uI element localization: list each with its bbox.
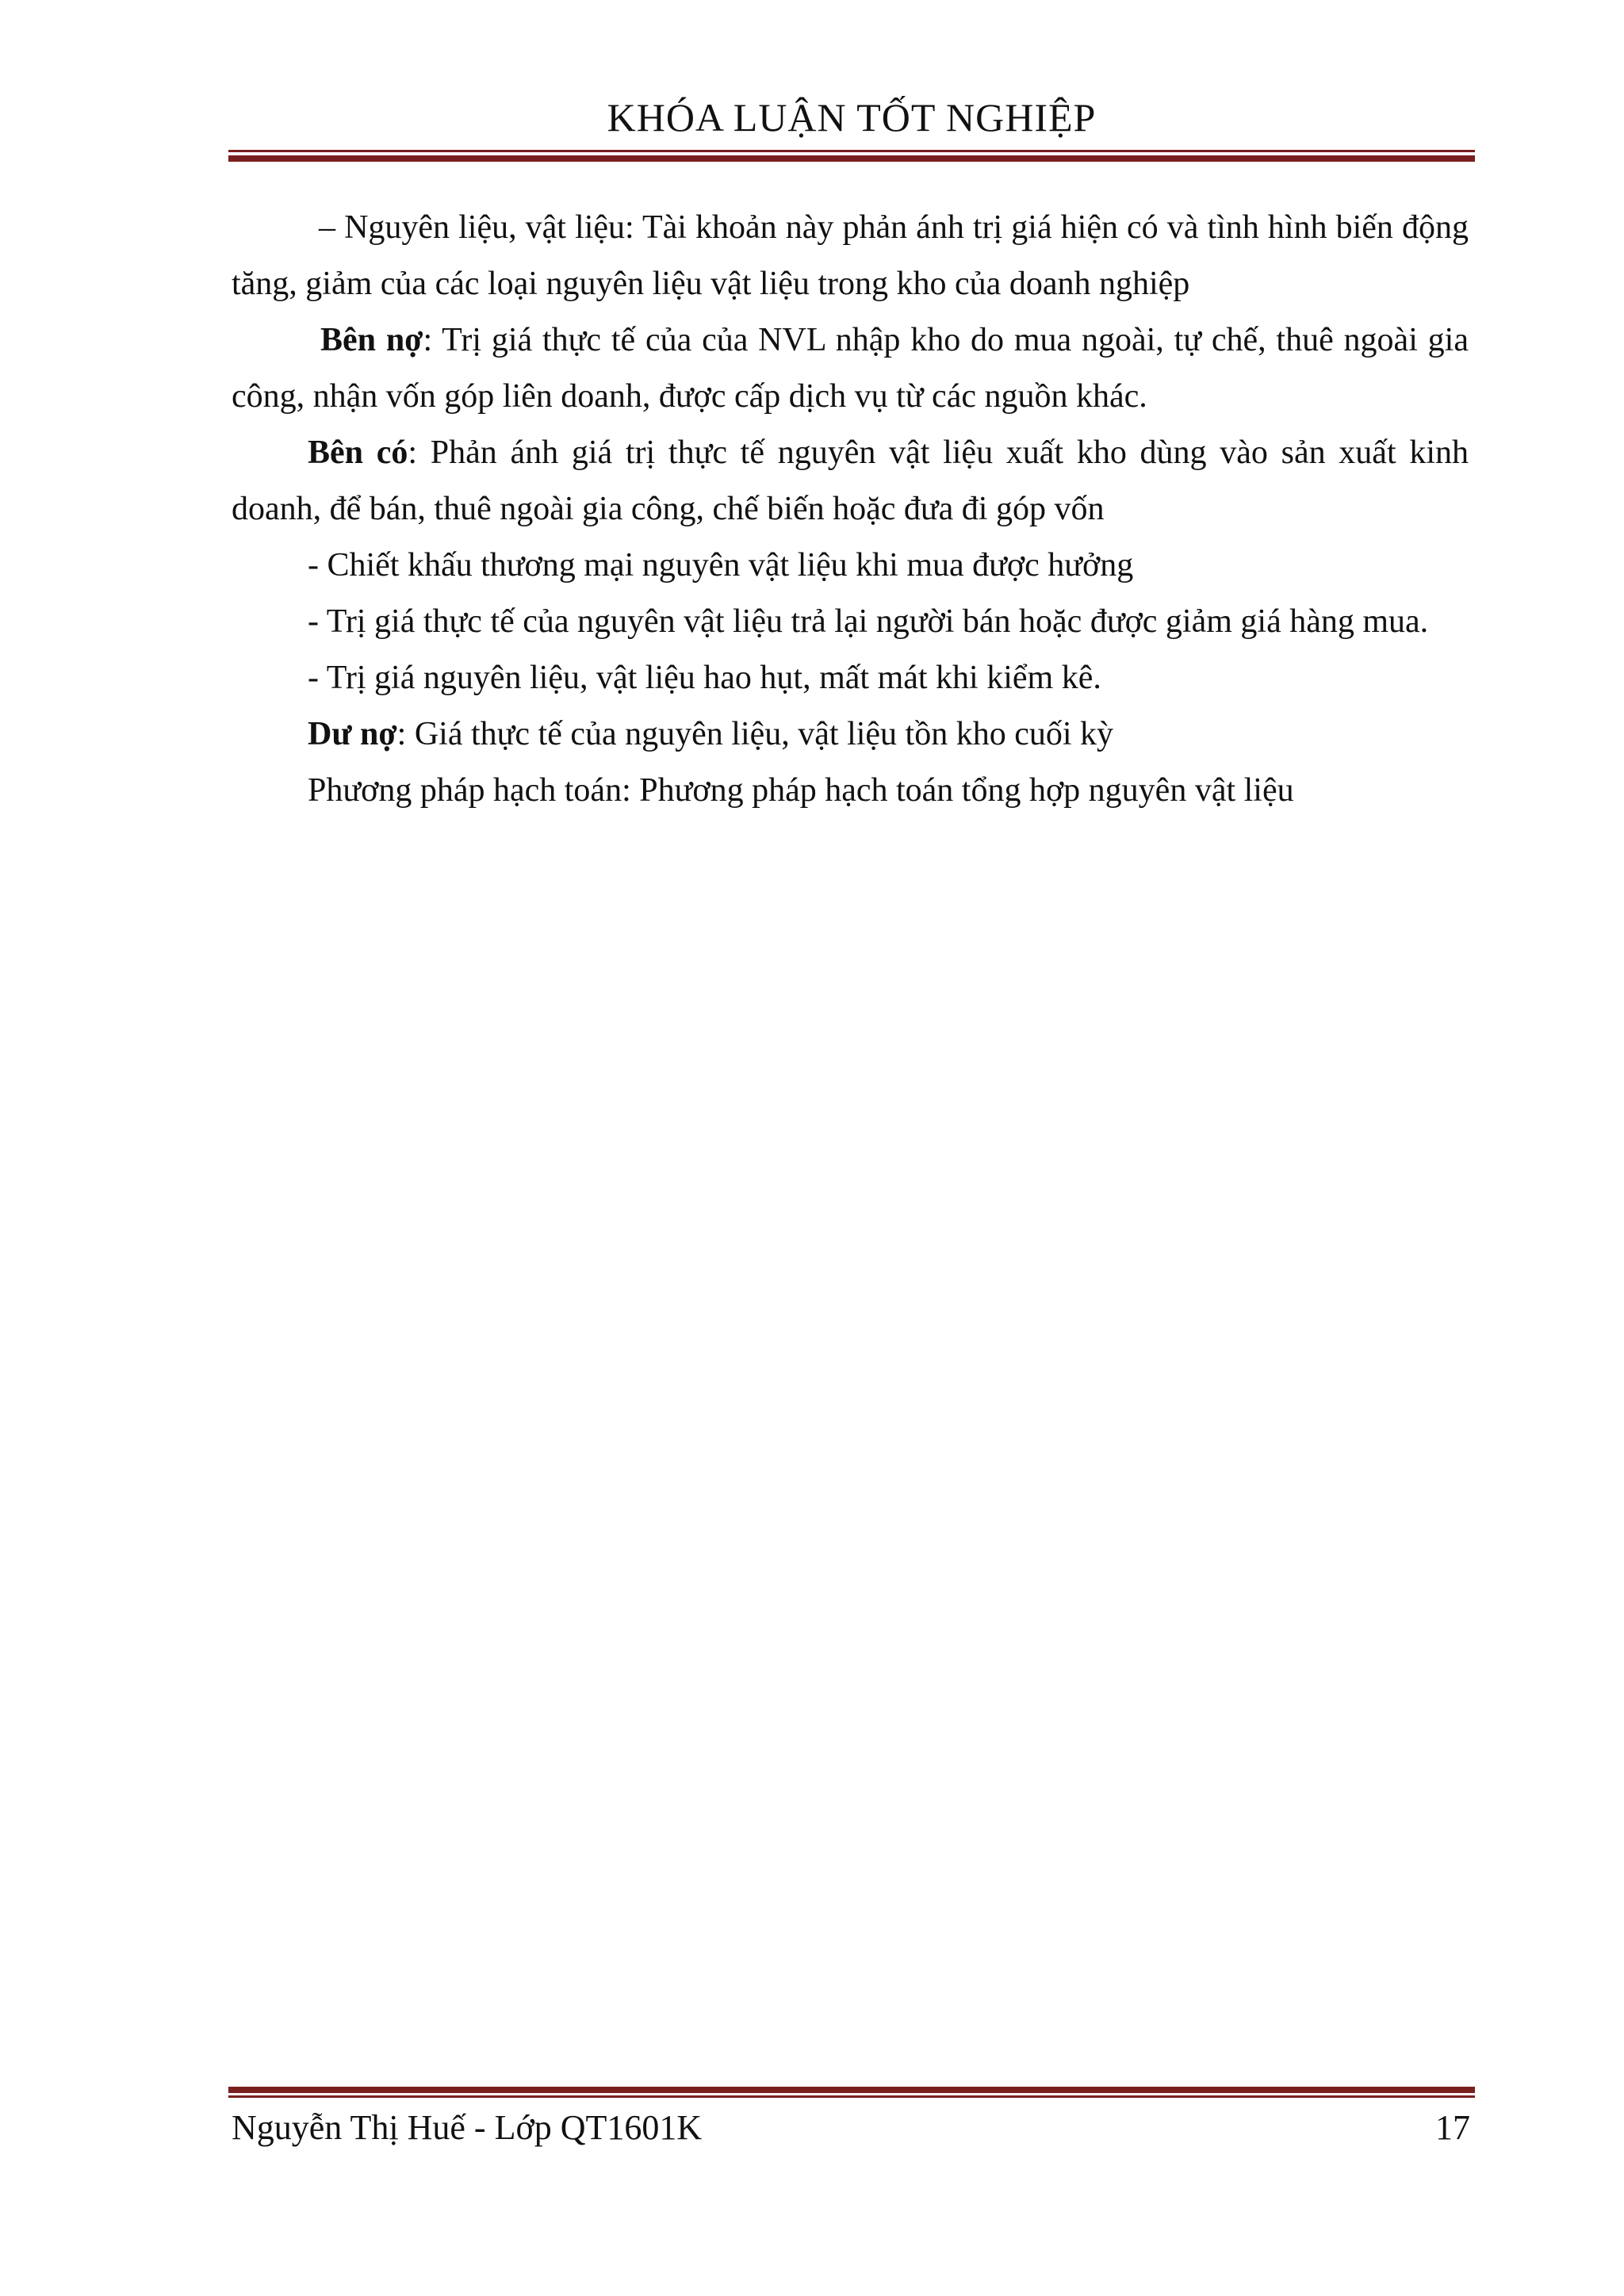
credit-side-text: : Phản ánh giá trị thực tế nguyên vật liệu xuất kho dùng vào sản xuất kinh doanh, để bán, thuê ngoài gia công, chế biến hoặc đưa đi góp vốn xyxy=(232,434,1469,527)
paragraph-debit-side xyxy=(232,312,1469,425)
credit-side-label: Bên có xyxy=(308,434,408,471)
header-rule-thin xyxy=(228,150,1475,152)
trade-discount-text: - Chiết khấu thương mại nguyên vật liệu khi mua được hưởng xyxy=(308,547,1134,584)
paragraph-trade-discount xyxy=(232,538,1469,594)
paragraph-returned-goods xyxy=(232,594,1469,650)
debit-side-text: : Trị giá thực tế của của NVL nhập kho do mua ngoài, tự chế, thuê ngoài gia công, nhận vốn góp liên doanh, được cấp dịch vụ từ các nguồn khác. xyxy=(232,322,1469,415)
returned-goods-text: - Trị giá thực tế của nguyên vật liệu trả lại người bán hoặc được giảm giá hàng mua. xyxy=(308,603,1429,640)
header-rule-thick xyxy=(228,155,1475,162)
page-header-title: KHÓA LUẬN TỐT NGHIỆP xyxy=(607,95,1097,140)
debit-side-label: Bên nợ xyxy=(320,322,423,358)
body-content xyxy=(232,200,1469,819)
footer-rule-thick xyxy=(228,2087,1475,2093)
footer-page-number: 17 xyxy=(1435,2108,1470,2147)
paragraph-materials xyxy=(232,200,1469,312)
paragraph-shortage xyxy=(232,650,1469,706)
paragraph-debit-balance xyxy=(232,706,1469,763)
debit-balance-label: Dư nợ xyxy=(308,716,397,752)
paragraph-materials-text: – Nguyên liệu, vật liệu: Tài khoản này phản ánh trị giá hiện có và tình hình biến động tăng, giảm của các loại nguyên liệu vật liệu trong kho của doanh nghiệp xyxy=(232,209,1469,302)
accounting-method-text: Phương pháp hạch toán: Phương pháp hạch toán tổng hợp nguyên vật liệu xyxy=(308,772,1294,809)
paragraph-accounting-method xyxy=(232,763,1469,819)
footer-author-class: Nguyễn Thị Huế - Lớp QT1601K xyxy=(232,2108,703,2147)
paragraph-credit-side xyxy=(232,425,1469,538)
debit-balance-text: : Giá thực tế của nguyên liệu, vật liệu tồn kho cuối kỳ xyxy=(396,716,1114,752)
footer-rule-thin xyxy=(228,2095,1475,2098)
shortage-text: - Trị giá nguyên liệu, vật liệu hao hụt, mất mát khi kiểm kê. xyxy=(308,660,1101,696)
